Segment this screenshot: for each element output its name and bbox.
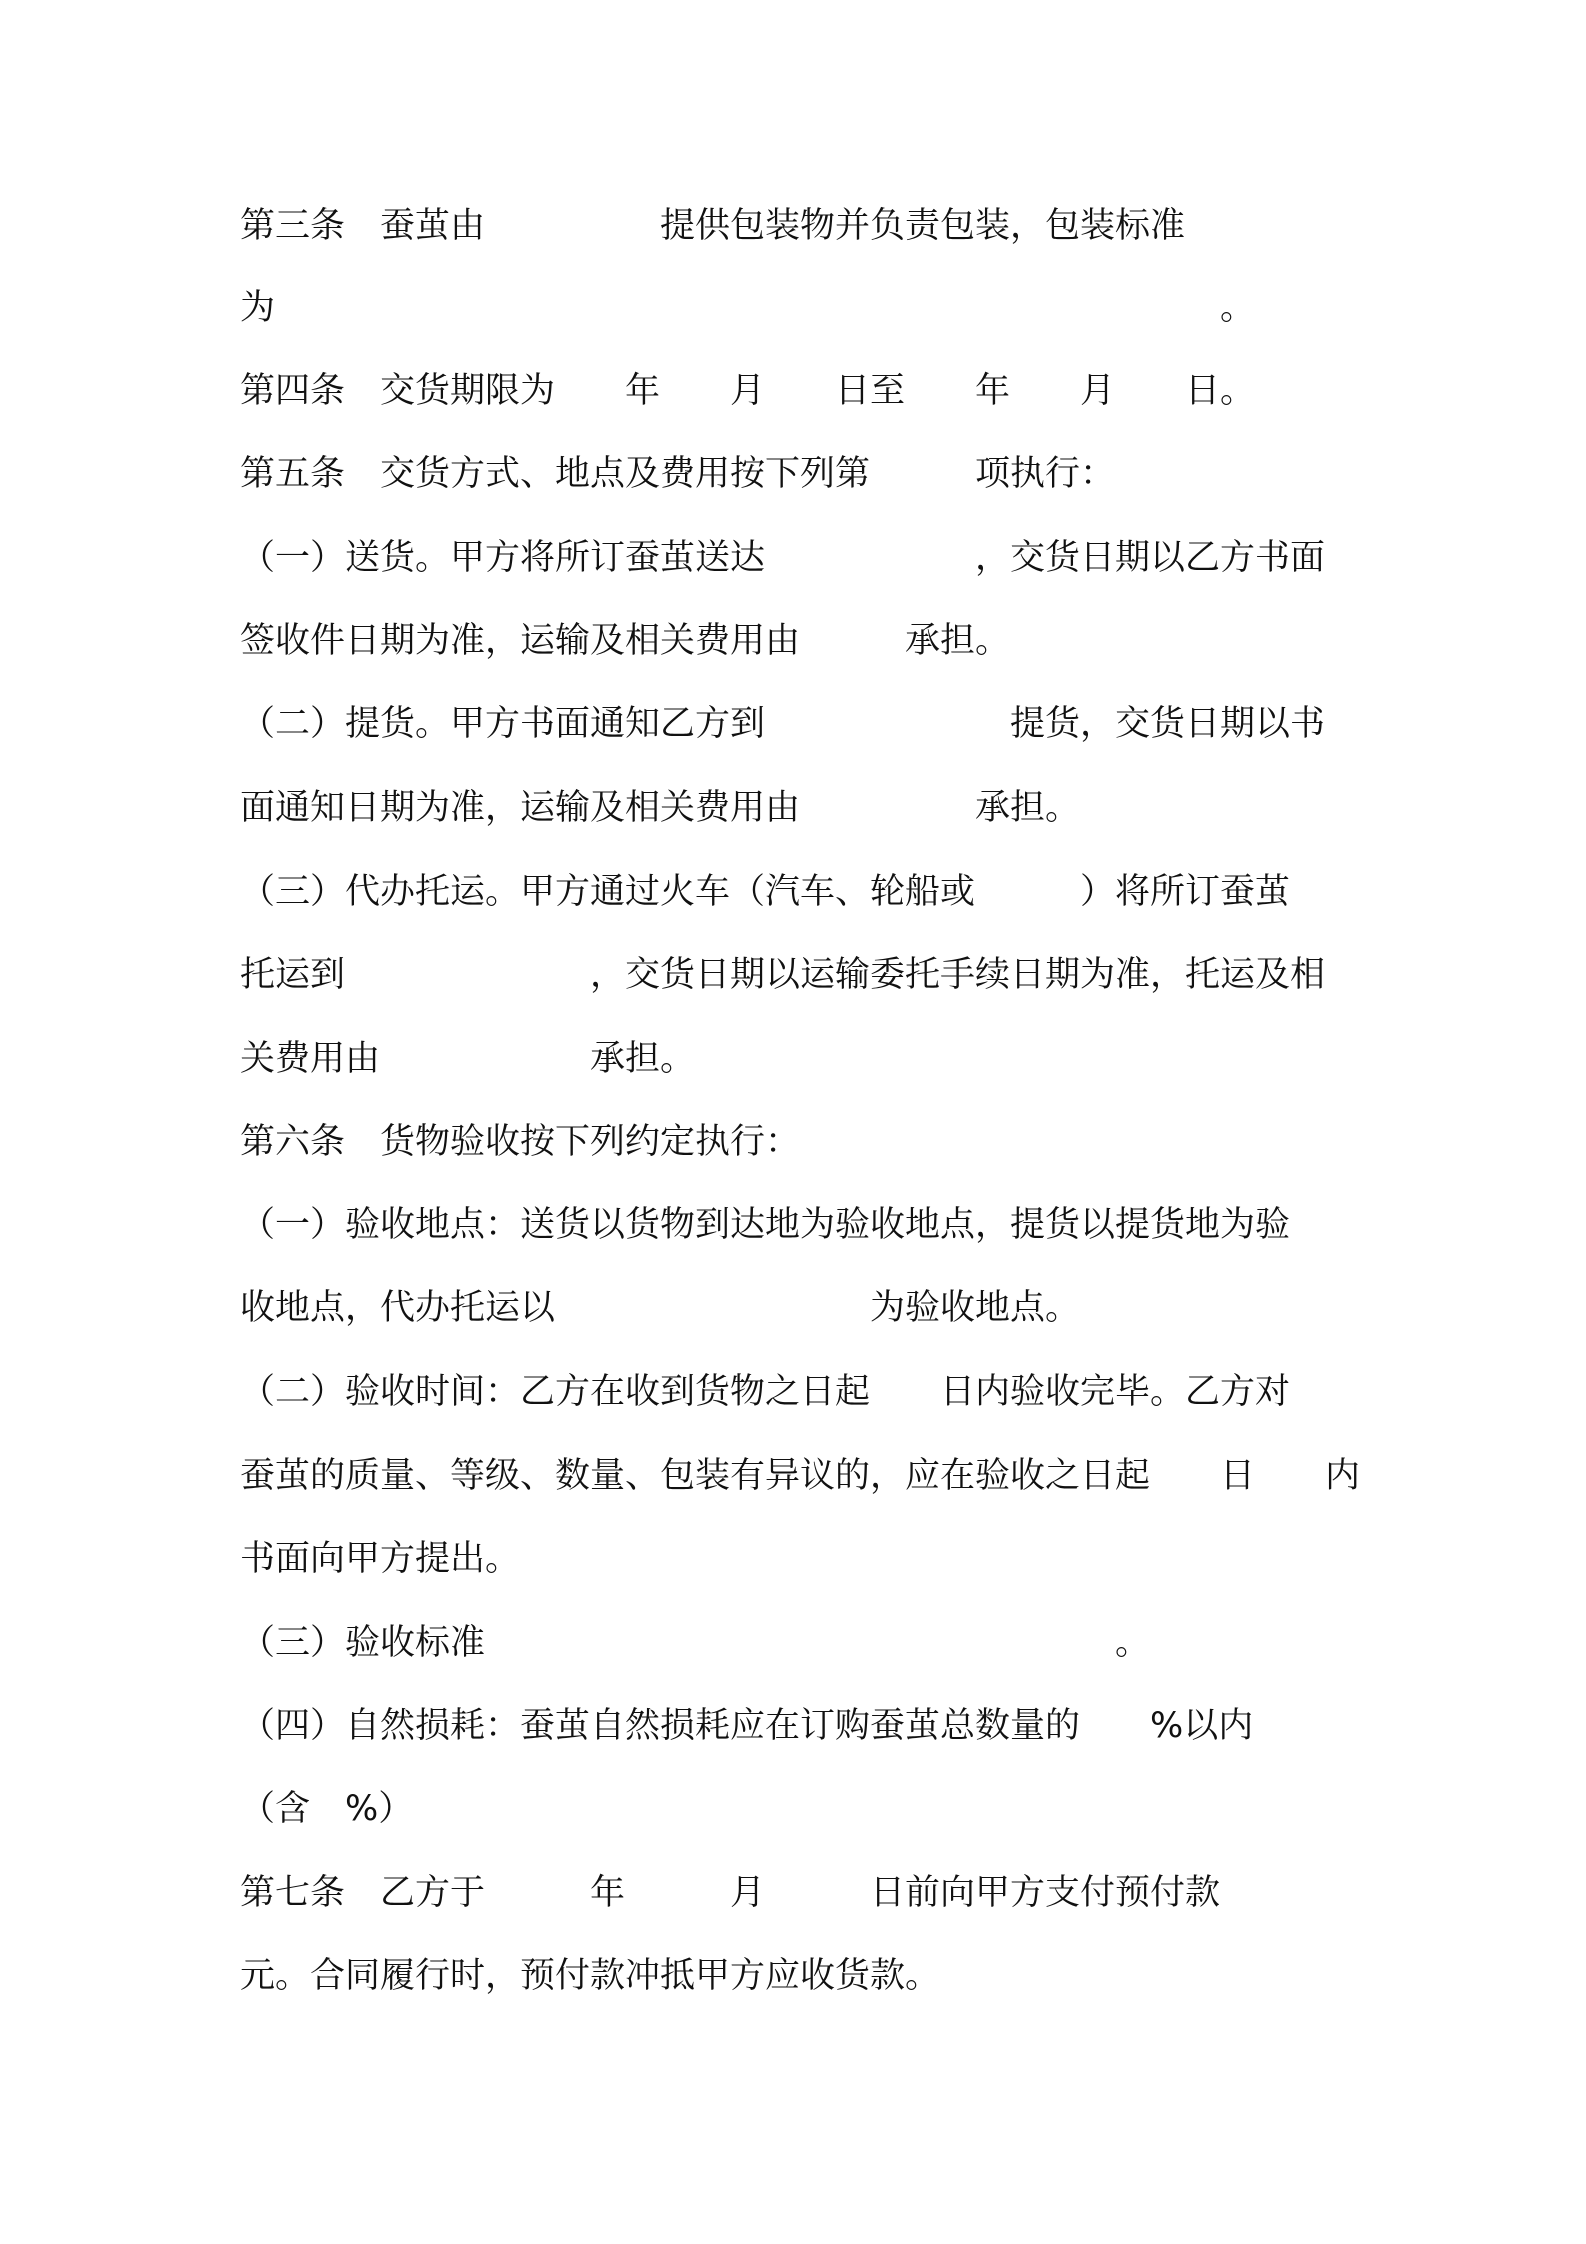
article-3-line-2: 为 。	[240, 288, 1256, 328]
article-6-item-1-line-2: 收地点，代办托运以 为验收地点。	[240, 1288, 1081, 1328]
article-5-item-3-line-3: 关费用由 承担。	[240, 1039, 696, 1079]
article-5-item-2-line-1: （二）提货。甲方书面通知乙方到 提货，交货日期以书	[240, 704, 1326, 744]
article-6-item-4-line-1: （四）自然损耗：蚕茧自然损耗应在订购蚕茧总数量的 %以内	[240, 1706, 1254, 1746]
article-3-line-1: 第三条 蚕茧由 提供包装物并负责包装，包装标准	[240, 206, 1186, 246]
article-5-item-3-line-2: 托运到 ，交货日期以运输委托手续日期为准，托运及相	[240, 955, 1326, 995]
article-5-item-2-line-2: 面通知日期为准，运输及相关费用由 承担。	[240, 788, 1081, 828]
article-5-item-1-line-2: 签收件日期为准，运输及相关费用由 承担。	[240, 621, 1011, 661]
article-6-item-2-line-2: 蚕茧的质量、等级、数量、包装有异议的，应在验收之日起 日 内	[240, 1456, 1361, 1496]
article-7-line-2: 元。合同履行时，预付款冲抵甲方应收货款。	[240, 1956, 941, 1996]
article-6-item-1-line-1: （一）验收地点：送货以货物到达地为验收地点，提货以提货地为验	[240, 1205, 1291, 1245]
article-5-line-1: 第五条 交货方式、地点及费用按下列第 项执行：	[240, 454, 1116, 494]
article-6-item-3-line-1: （三）验收标准 。	[240, 1623, 1151, 1663]
article-4-line-1: 第四条 交货期限为 年 月 日至 年 月 日。	[240, 371, 1256, 411]
article-7-line-1: 第七条 乙方于 年 月 日前向甲方支付预付款	[240, 1873, 1221, 1913]
article-5-item-3-line-1: （三）代办托运。甲方通过火车（汽车、轮船或 ）将所订蚕茧	[240, 872, 1291, 912]
article-6-item-4-line-2: （含 %）	[240, 1789, 414, 1829]
article-5-item-1-line-1: （一）送货。甲方将所订蚕茧送达 ，交货日期以乙方书面	[240, 538, 1326, 578]
article-6-item-2-line-3: 书面向甲方提出。	[240, 1539, 521, 1579]
article-6-line-1: 第六条 货物验收按下列约定执行：	[240, 1122, 801, 1162]
article-6-item-2-line-1: （二）验收时间：乙方在收到货物之日起 日内验收完毕。乙方对	[240, 1372, 1291, 1412]
